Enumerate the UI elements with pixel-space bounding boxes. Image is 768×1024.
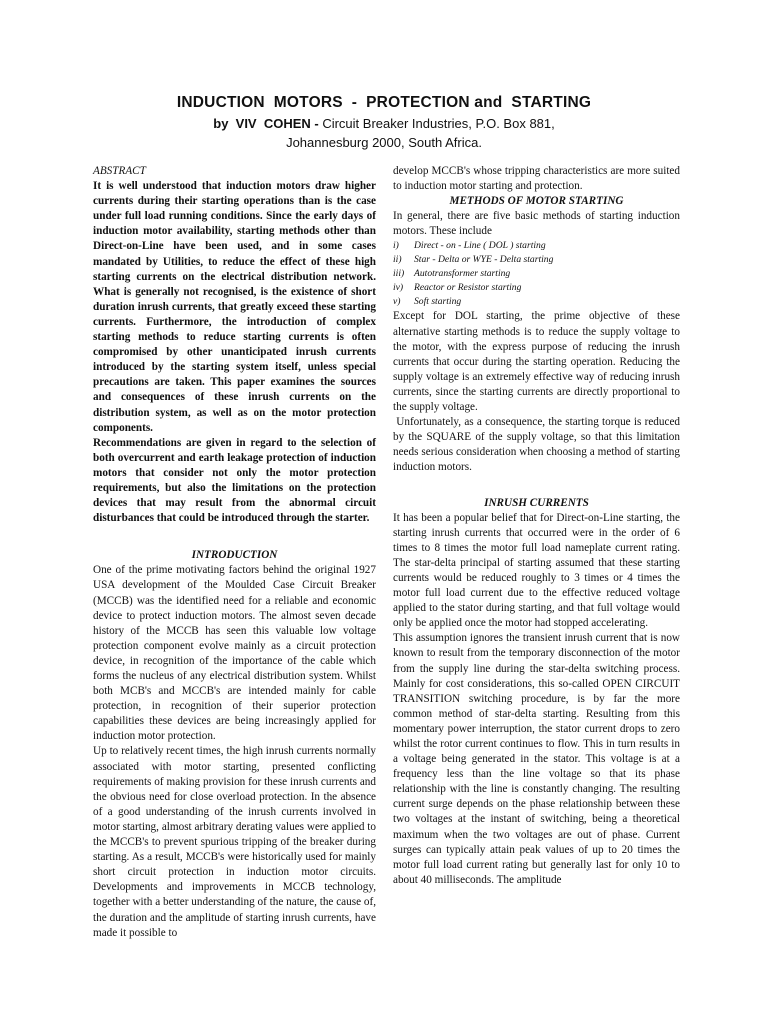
methods-heading: METHODS OF MOTOR STARTING	[449, 195, 624, 208]
paper-title: INDUCTION MOTORS - PROTECTION and STARTING	[176, 94, 592, 111]
introduction-paragraph: Up to relatively recent times, the high inrush currents normally associated with motor starting, presented conflicting requirements of making provision for these inrush currents and the obvious need for close overload protection. In the absence of a good understanding of the inrush currents involved in motor starting, almost arbitrary derating values were applied to the MCCB's to prevent spurious tripping of the breaker during starting. As a result, MCCB's were historically used for mainly short circuit protection in induction motor circuits. Developments and improvements in MCCB technology, together with a better understanding of the nature, the cause of, the duration and the amplitude of starting inrush currents, have made it possible to	[93, 745, 376, 939]
section-gap	[93, 526, 376, 548]
methods-paragraph: Except for DOL starting, the prime objective of these alternative starting methods is to reduce the supply voltage to the motor, with the express purpose of reducing the inrush currents that occur during the starting operation. Reducing the supply voltage is an extremely effective way of reducing inrush currents, since the starting currents are directly proportional to the supply voltage.	[393, 310, 680, 414]
list-item-number: iv)	[393, 282, 404, 294]
author-block	[0, 114, 768, 152]
methods-list	[393, 239, 680, 309]
right-column	[393, 164, 683, 888]
list-item	[393, 281, 680, 295]
methods-intro: In general, there are five basic methods of starting induction motors. These include	[393, 210, 680, 238]
list-item-text: Reactor or Resistor starting	[414, 282, 522, 294]
inrush-heading: INRUSH CURRENTS	[484, 496, 589, 509]
list-item	[393, 295, 680, 309]
list-item-text: Soft starting	[414, 296, 462, 308]
list-item-number: ii)	[393, 254, 402, 266]
author-location: Johannesburg 2000, South Africa.	[286, 135, 482, 150]
list-item-number: v)	[393, 296, 401, 308]
left-column	[93, 164, 376, 941]
introduction-paragraph: One of the prime motivating factors behind the original 1927 USA development of the Moulded Case Circuit Breaker (MCCB) was the identified need for a reliable and economic device to protect induction motors. The almost seven decade history of the MCCB has seen this valuable low voltage protection component evolve mainly as a circuit protection device, in recognition of the importance of the cable which forms the nucleus of any electrical distribution system. Whilst both MCB's and MCCB's are intended mainly for cable protection, in recognition of their superior protection capabilities these devices are being increasingly applied for induction motor protection.	[93, 564, 376, 743]
list-item-text: Direct - on - Line ( DOL ) starting	[414, 240, 546, 252]
inrush-paragraph: This assumption ignores the transient inrush current that is now known to result from the temporary disconnection of the motor from the supply line during the star-delta switching process. Mainly for cost considerations, this so-called OPEN CIRCUIT TRANSITION switching procedure, is by far the more common method of star-delta starting. Resulting from this momentary power interruption, the stator current drops to zero whilst the rotor current continues to flow. This in turn results in a voltage being generated in the stator. This voltage is at a frequency less than the line voltage so that its phase relationship with the line is constantly changing. The resulting current surge depends on the phase relationship between these two voltages at the instant of switching, being a theoretical maximum when the two voltages are out of phase. Current surges can typically attain peak values of up to 20 times the motor full load current rating but generally last for only 10 to about 40 milliseconds. The amplitude	[393, 632, 680, 886]
introduction-heading: INTRODUCTION	[191, 549, 278, 562]
list-item-number: i)	[393, 240, 399, 252]
author-line	[0, 114, 768, 133]
list-item-text: Autotransformer starting	[414, 268, 511, 280]
section-gap	[393, 476, 680, 496]
list-item-text: Star - Delta or WYE - Delta starting	[414, 254, 554, 266]
abstract-paragraph: It is well understood that induction motors draw higher currents during their starting operations than is the case under full load running conditions. Since the early days of induction motor availability, starting methods other than Direct-on-Line have been used, and in some cases mandated by Utilities, to reduce the effect of these high starting currents on the electrical distribution network. What is generally not recognised, is the existence of short duration inrush currents, that greatly exceed these starting currents. Furthermore, the introduction of complex starting methods to reduce starting currents is often compromised by other unanticipated inrush currents introduced by the starting system itself, unless special precautions are taken. This paper examines the sources and consequences of these inrush currents on the distribution system, as well as on the motor protection components.	[93, 180, 376, 434]
continuation-paragraph: develop MCCB's whose tripping characteristics are more suited to induction motor starting and protection.	[393, 165, 680, 193]
list-item	[393, 239, 680, 253]
inrush-paragraph: It has been a popular belief that for Direct-on-Line starting, the starting inrush currents that occurred were in the order of 6 times to 8 times the motor full load nameplate current rating. The star-delta principal of starting assumed that these starting currents would be reduced roughly to 3 times or 4 times the motor full load current due to the effective reduced voltage applied to the stator during starting, and that full voltage would only be applied once the motor had stopped accelerating.	[393, 511, 680, 630]
methods-paragraph: Unfortunately, as a consequence, the starting torque is reduced by the SQUARE of the supply voltage, so that this limitation needs serious consideration when choosing a method of starting induction motors.	[393, 416, 683, 474]
list-item	[393, 267, 680, 281]
author-name: by VIV COHEN -	[213, 116, 323, 131]
list-item	[393, 253, 680, 267]
author-affiliation: Circuit Breaker Industries, P.O. Box 881,	[322, 116, 555, 131]
abstract-paragraph: Recommendations are given in regard to the selection of both overcurrent and earth leakage protection of induction motors that consider not only the motor protection requirements, but also the limitations on the protection devices that may result from the abnormal circuit disturbances that could be introduced through the starter.	[93, 436, 376, 525]
abstract-heading: ABSTRACT	[93, 165, 146, 177]
list-item-number: iii)	[393, 268, 405, 280]
